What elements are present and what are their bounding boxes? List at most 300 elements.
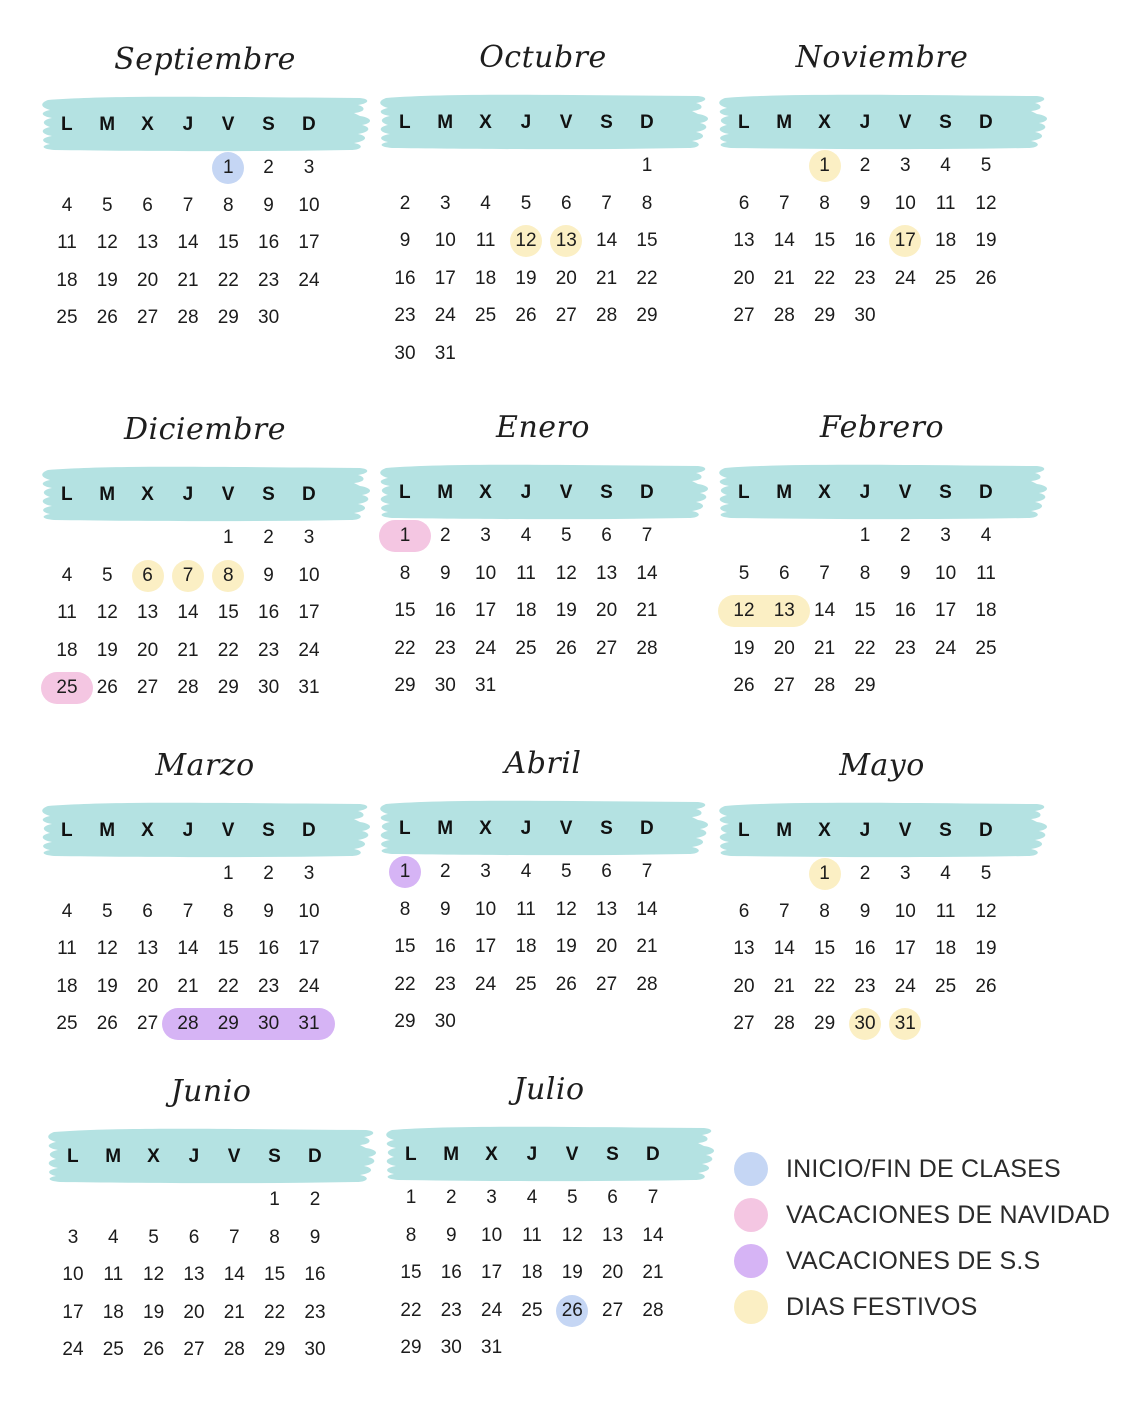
- weekday-header: [738, 112, 1028, 134]
- day-number: 31: [481, 1337, 503, 1358]
- day-number: 2: [440, 525, 451, 546]
- month-title: Diciembre: [123, 412, 287, 447]
- day-diciembre-1: [208, 526, 248, 550]
- weekday-label: V: [221, 114, 235, 135]
- day-julio-22: [391, 1299, 431, 1323]
- day-octubre-11: [466, 229, 506, 253]
- day-noviembre-24: [885, 267, 925, 291]
- day-number: 28: [773, 1013, 795, 1034]
- day-mayo-1: [805, 862, 845, 886]
- day-marzo-20: [128, 975, 168, 999]
- day-septiembre-15: [208, 231, 248, 255]
- day-number: 13: [137, 938, 159, 959]
- day-noviembre-19: [966, 229, 1006, 253]
- day-diciembre-5: [87, 564, 127, 588]
- day-number: 3: [303, 527, 315, 548]
- weekday-label: X: [141, 114, 155, 135]
- day-number: 14: [773, 938, 795, 959]
- day-julio-14: [633, 1224, 673, 1248]
- day-julio-3: [472, 1186, 512, 1210]
- day-julio-8: [391, 1224, 431, 1248]
- day-diciembre-11: [47, 601, 87, 625]
- day-julio-27: [593, 1299, 633, 1323]
- day-junio-17: [53, 1301, 93, 1325]
- day-octubre-21: [587, 267, 627, 291]
- weekday-label: D: [301, 114, 317, 135]
- day-number: 30: [854, 1013, 876, 1034]
- legend-swatch-festivos: [734, 1290, 768, 1324]
- days-grid: [394, 524, 689, 764]
- day-number: 21: [223, 1301, 245, 1323]
- day-number: 2: [859, 863, 871, 884]
- day-number: 27: [733, 1013, 755, 1034]
- day-enero-5: [546, 524, 586, 548]
- day-mayo-4: [926, 862, 966, 886]
- day-number: 25: [975, 637, 997, 659]
- day-number: 23: [894, 637, 916, 659]
- day-mayo-25: [926, 975, 966, 999]
- day-febrero-5: [724, 562, 764, 586]
- day-number: 21: [814, 637, 836, 659]
- day-number: 25: [475, 305, 497, 326]
- day-marzo-2: [249, 862, 289, 886]
- day-number: 6: [779, 562, 790, 584]
- day-number: 21: [642, 1262, 664, 1283]
- day-junio-1: [255, 1188, 295, 1212]
- weekday-label: X: [479, 818, 493, 839]
- day-number: 11: [935, 900, 956, 922]
- weekday-label: V: [565, 1144, 579, 1165]
- day-number: 21: [177, 269, 199, 291]
- day-number: 31: [475, 675, 497, 696]
- day-number: 10: [894, 900, 916, 922]
- day-septiembre-21: [168, 269, 208, 293]
- day-number: 28: [636, 637, 658, 659]
- day-julio-29: [391, 1336, 431, 1360]
- day-junio-4: [93, 1226, 133, 1250]
- day-number: 21: [773, 267, 795, 289]
- day-febrero-16: [885, 599, 925, 623]
- day-number: 12: [561, 1224, 583, 1246]
- day-diciembre-25: [47, 676, 87, 700]
- day-septiembre-7: [168, 194, 208, 218]
- day-junio-15: [255, 1263, 295, 1287]
- day-diciembre-2: [249, 526, 289, 550]
- day-febrero-13: [764, 599, 804, 623]
- day-septiembre-10: [289, 194, 329, 218]
- month-title: Enero: [496, 410, 590, 445]
- day-number: 20: [596, 600, 618, 621]
- day-number: 24: [475, 637, 497, 659]
- day-mayo-28: [764, 1012, 804, 1036]
- day-number: 11: [522, 1224, 542, 1246]
- day-number: 28: [773, 305, 795, 326]
- day-number: 1: [223, 157, 234, 178]
- day-number: 24: [434, 305, 456, 326]
- day-number: 24: [894, 267, 916, 289]
- day-number: 27: [137, 677, 159, 698]
- day-number: 9: [263, 194, 274, 216]
- day-number: 20: [733, 975, 755, 997]
- day-number: 15: [400, 1262, 422, 1283]
- weekday-label: M: [105, 1146, 122, 1167]
- weekday-label: M: [437, 112, 454, 133]
- day-abril-4: [506, 860, 546, 884]
- day-number: 2: [446, 1187, 457, 1208]
- day-abril-27: [587, 973, 627, 997]
- day-number: 2: [263, 157, 274, 178]
- day-number: 26: [96, 677, 118, 698]
- day-mayo-18: [926, 937, 966, 961]
- day-noviembre-20: [724, 267, 764, 291]
- day-number: 17: [481, 1262, 503, 1283]
- day-number: 14: [636, 562, 658, 584]
- day-septiembre-26: [87, 306, 127, 330]
- day-enero-29: [385, 674, 425, 698]
- day-number: 18: [935, 938, 957, 959]
- day-number: 12: [96, 938, 118, 959]
- weekday-label: D: [307, 1146, 323, 1167]
- day-number: 8: [641, 192, 653, 214]
- day-abril-29: [385, 1010, 425, 1034]
- weekday-label: S: [600, 818, 614, 839]
- day-diciembre-10: [289, 564, 329, 588]
- weekday-label: M: [776, 112, 793, 133]
- weekday-label: V: [898, 482, 912, 503]
- day-number: 3: [900, 863, 911, 884]
- weekday-label: X: [141, 820, 155, 841]
- day-mayo-26: [966, 975, 1006, 999]
- day-number: 4: [980, 525, 992, 546]
- day-junio-22: [255, 1301, 295, 1325]
- day-julio-21: [633, 1261, 673, 1285]
- day-number: 16: [304, 1264, 326, 1285]
- weekday-label: M: [437, 818, 454, 839]
- month-title: Noviembre: [795, 40, 969, 75]
- weekday-label: X: [479, 112, 493, 133]
- day-mayo-2: [845, 862, 885, 886]
- weekday-label: J: [188, 1146, 200, 1167]
- day-enero-3: [466, 524, 506, 548]
- day-marzo-28: [168, 1012, 208, 1036]
- day-number: 23: [258, 269, 280, 291]
- day-number: 29: [636, 305, 658, 326]
- day-septiembre-6: [128, 194, 168, 218]
- day-enero-24: [466, 637, 506, 661]
- day-noviembre-17: [885, 229, 925, 253]
- day-number: 16: [854, 938, 876, 959]
- day-diciembre-9: [249, 564, 289, 588]
- day-number: 9: [859, 192, 871, 214]
- weekday-label: V: [559, 112, 573, 133]
- weekday-label: J: [520, 112, 532, 133]
- legend-item-inicio-fin: [734, 1150, 1124, 1186]
- day-number: 6: [601, 861, 612, 882]
- day-number: 29: [394, 675, 416, 696]
- day-number: 20: [555, 267, 577, 289]
- weekday-label: D: [978, 112, 994, 133]
- day-febrero-17: [926, 599, 966, 623]
- day-mayo-29: [805, 1012, 845, 1036]
- days-grid: [56, 156, 351, 396]
- day-number: 21: [177, 975, 199, 997]
- day-number: 10: [298, 194, 320, 216]
- day-junio-23: [295, 1301, 335, 1325]
- day-octubre-29: [627, 304, 667, 328]
- day-marzo-6: [128, 900, 168, 924]
- weekday-header: [61, 820, 351, 842]
- weekday-label: V: [898, 112, 912, 133]
- day-number: 6: [142, 194, 153, 216]
- day-number: 9: [263, 900, 274, 922]
- day-abril-9: [425, 898, 465, 922]
- day-number: 12: [515, 230, 537, 251]
- day-mayo-27: [724, 1012, 764, 1036]
- day-marzo-16: [249, 937, 289, 961]
- day-number: 29: [400, 1337, 422, 1358]
- day-number: 31: [298, 1013, 320, 1034]
- day-number: 11: [57, 938, 77, 959]
- day-number: 16: [434, 600, 456, 621]
- weekday-label: J: [182, 114, 194, 135]
- day-octubre-14: [587, 229, 627, 253]
- days-grid: [400, 1186, 695, 1426]
- day-number: 21: [636, 600, 658, 621]
- weekday-header: [405, 1144, 695, 1166]
- day-diciembre-13: [128, 601, 168, 625]
- day-number: 10: [434, 230, 456, 251]
- day-febrero-6: [764, 562, 804, 586]
- day-abril-20: [587, 935, 627, 959]
- day-septiembre-2: [249, 156, 289, 180]
- day-abril-22: [385, 973, 425, 997]
- day-number: 25: [521, 1299, 543, 1321]
- day-noviembre-16: [845, 229, 885, 253]
- day-noviembre-7: [764, 192, 804, 216]
- day-noviembre-27: [724, 304, 764, 328]
- day-number: 16: [258, 232, 280, 253]
- day-number: 26: [515, 305, 537, 326]
- day-number: 7: [229, 1226, 240, 1248]
- day-number: 10: [298, 564, 320, 586]
- day-marzo-29: [208, 1012, 248, 1036]
- day-enero-10: [466, 562, 506, 586]
- day-octubre-5: [506, 192, 546, 216]
- day-abril-14: [627, 898, 667, 922]
- day-number: 2: [900, 525, 911, 546]
- day-enero-1: [385, 524, 425, 548]
- day-number: 26: [555, 973, 577, 995]
- day-number: 7: [641, 861, 653, 882]
- day-number: 28: [636, 973, 658, 995]
- day-number: 2: [263, 527, 274, 548]
- weekday-label: L: [399, 112, 411, 133]
- day-number: 5: [148, 1226, 159, 1248]
- day-septiembre-28: [168, 306, 208, 330]
- weekday-label: M: [99, 820, 116, 841]
- day-noviembre-5: [966, 154, 1006, 178]
- day-number: 17: [434, 267, 456, 289]
- day-marzo-14: [168, 937, 208, 961]
- day-diciembre-29: [208, 676, 248, 700]
- day-number: 1: [405, 1187, 417, 1208]
- day-number: 18: [515, 600, 537, 621]
- day-octubre-26: [506, 304, 546, 328]
- day-noviembre-26: [966, 267, 1006, 291]
- day-number: 5: [980, 863, 992, 884]
- day-number: 4: [520, 861, 532, 882]
- day-diciembre-30: [249, 676, 289, 700]
- day-enero-21: [627, 599, 667, 623]
- weekday-label: L: [399, 818, 411, 839]
- day-number: 11: [57, 602, 77, 623]
- day-mayo-24: [885, 975, 925, 999]
- day-number: 26: [555, 637, 577, 659]
- day-junio-21: [214, 1301, 254, 1325]
- day-mayo-3: [885, 862, 925, 886]
- day-number: 16: [258, 938, 280, 959]
- day-marzo-1: [208, 862, 248, 886]
- weekday-header: [738, 820, 1028, 842]
- day-number: 4: [61, 564, 73, 586]
- day-number: 14: [177, 938, 199, 959]
- day-number: 14: [596, 230, 618, 251]
- day-abril-23: [425, 973, 465, 997]
- day-number: 7: [647, 1187, 659, 1208]
- day-julio-31: [472, 1336, 512, 1360]
- day-enero-11: [506, 562, 546, 586]
- day-septiembre-11: [47, 231, 87, 255]
- day-enero-4: [506, 524, 546, 548]
- weekday-label: S: [600, 482, 614, 503]
- day-mayo-19: [966, 937, 1006, 961]
- day-number: 5: [102, 900, 113, 922]
- day-number: 8: [399, 562, 411, 584]
- day-octubre-27: [546, 304, 586, 328]
- day-octubre-17: [425, 267, 465, 291]
- day-julio-25: [512, 1299, 552, 1323]
- weekday-header: [399, 482, 689, 504]
- day-noviembre-11: [926, 192, 966, 216]
- day-number: 15: [217, 602, 239, 623]
- day-number: 1: [399, 525, 411, 546]
- day-enero-22: [385, 637, 425, 661]
- day-septiembre-20: [128, 269, 168, 293]
- weekday-label: X: [147, 1146, 161, 1167]
- day-number: 22: [264, 1301, 286, 1323]
- day-number: 5: [561, 861, 572, 882]
- day-junio-9: [295, 1226, 335, 1250]
- day-number: 6: [561, 192, 572, 214]
- day-number: 7: [819, 562, 830, 584]
- weekday-label: X: [141, 484, 155, 505]
- weekday-label: S: [268, 1146, 282, 1167]
- day-number: 11: [976, 562, 996, 584]
- day-febrero-27: [764, 674, 804, 698]
- day-abril-10: [466, 898, 506, 922]
- day-number: 22: [814, 975, 836, 997]
- day-number: 16: [440, 1262, 462, 1283]
- day-number: 24: [481, 1299, 503, 1321]
- day-number: 28: [596, 305, 618, 326]
- day-junio-14: [214, 1263, 254, 1287]
- day-noviembre-25: [926, 267, 966, 291]
- day-junio-24: [53, 1338, 93, 1362]
- day-number: 27: [183, 1339, 205, 1360]
- day-abril-5: [546, 860, 586, 884]
- day-number: 17: [894, 230, 916, 251]
- day-number: 18: [521, 1262, 543, 1283]
- day-marzo-18: [47, 975, 87, 999]
- weekday-label: J: [520, 482, 532, 503]
- day-number: 30: [440, 1337, 462, 1358]
- day-number: 2: [440, 861, 451, 882]
- day-number: 10: [894, 192, 916, 214]
- day-julio-16: [431, 1261, 471, 1285]
- days-grid: [733, 154, 1028, 394]
- day-number: 21: [636, 936, 658, 957]
- day-julio-13: [593, 1224, 633, 1248]
- day-febrero-9: [885, 562, 925, 586]
- day-number: 10: [298, 900, 320, 922]
- day-number: 7: [779, 900, 790, 922]
- day-octubre-12: [506, 229, 546, 253]
- day-febrero-18: [966, 599, 1006, 623]
- day-abril-6: [587, 860, 627, 884]
- day-number: 22: [394, 973, 416, 995]
- day-julio-1: [391, 1186, 431, 1210]
- day-number: 25: [56, 677, 78, 698]
- day-number: 16: [434, 936, 456, 957]
- day-number: 20: [137, 975, 159, 997]
- day-number: 5: [520, 192, 532, 214]
- day-number: 6: [142, 900, 153, 922]
- day-number: 27: [137, 307, 159, 328]
- day-number: 29: [217, 1013, 239, 1034]
- day-number: 9: [859, 900, 871, 922]
- day-diciembre-28: [168, 676, 208, 700]
- day-number: 11: [935, 192, 956, 214]
- day-number: 8: [223, 900, 234, 922]
- day-julio-5: [552, 1186, 592, 1210]
- day-febrero-24: [926, 637, 966, 661]
- day-marzo-19: [87, 975, 127, 999]
- day-number: 28: [642, 1299, 664, 1321]
- day-number: 20: [602, 1262, 624, 1283]
- weekday-header: [738, 482, 1028, 504]
- day-number: 7: [182, 900, 194, 922]
- day-octubre-18: [466, 267, 506, 291]
- day-junio-30: [295, 1338, 335, 1362]
- weekday-label: D: [301, 820, 317, 841]
- day-number: 25: [935, 267, 957, 289]
- day-abril-28: [627, 973, 667, 997]
- day-number: 17: [475, 600, 497, 621]
- day-number: 18: [56, 975, 78, 997]
- day-mayo-16: [845, 937, 885, 961]
- day-number: 29: [814, 1013, 836, 1034]
- day-septiembre-29: [208, 306, 248, 330]
- day-febrero-26: [724, 674, 764, 698]
- day-abril-15: [385, 935, 425, 959]
- day-number: 11: [516, 898, 536, 920]
- weekday-label: V: [221, 820, 235, 841]
- day-enero-19: [546, 599, 586, 623]
- day-septiembre-18: [47, 269, 87, 293]
- day-number: 30: [394, 342, 416, 364]
- day-number: 4: [940, 863, 951, 884]
- day-diciembre-26: [87, 676, 127, 700]
